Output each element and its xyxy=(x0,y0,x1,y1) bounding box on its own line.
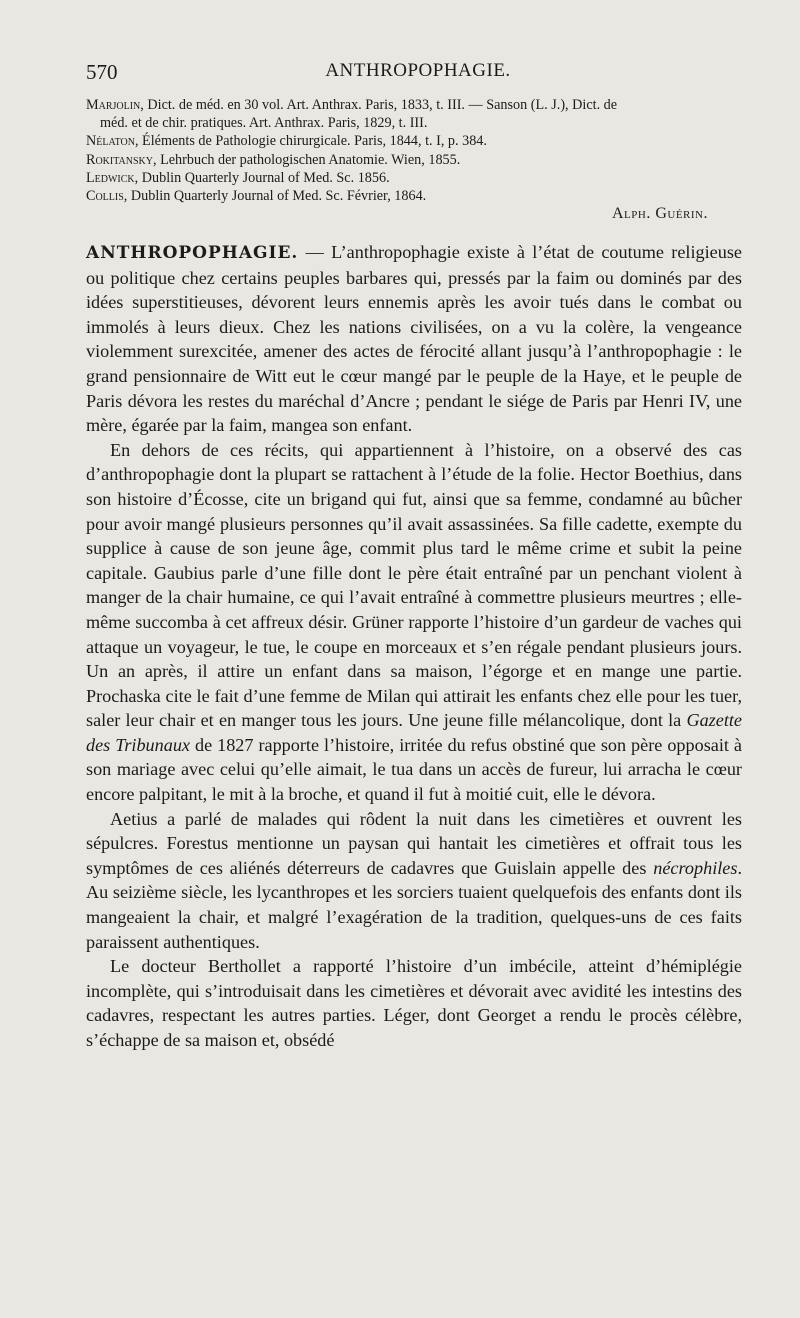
reference-text: Dublin Quarterly Journal of Med. Sc. 1856. xyxy=(138,169,390,186)
paragraph-text: En dehors de ces récits, qui appartiennent à l’histoire, on a observé des cas d’anthropophagie dont la plupart se rattachent à l’étude de la folie. Hector Boethius, dans son histoire d’Écosse, cite un brigand qui fut, ainsi que sa femme, condamné au bûcher pour avoir mangé plusieurs personnes qu’il avait assassinées. Sa fille cadette, exempte du supplice à cause de son jeune âge, commit plus tard le même crime et subit la peine capitale. Gaubius parle d’une fille dont le père était entraîné par un penchant violent à manger de la chair humaine, ce qui l’avait entraîné à commettre plusieurs meurtres ; elle-même succomba à cet affreux désir. Grüner rapporte l’histoire d’un gardeur de vaches qui attaque un voyageur, le tue, le coupe en morceaux et s’en régale pendant plusieurs jours. Un an après, il attire un enfant dans sa maison, l’égorge et en mange une partie. Prochaska cite le fait d’une femme de Milan qui attirait les enfants chez elle pour les tuer, saler leur chair et en manger tous les jours. Une jeune fille mélancolique, dont la xyxy=(86,439,742,731)
paragraph xyxy=(86,807,742,955)
running-title: ANTHROPOPHAGIE. xyxy=(325,60,511,81)
paragraph-text: de 1827 rapporte l’histoire, irritée du refus obstiné que son père opposait à son mariage avec celui qu’elle aimait, le tua dans un accès de fureur, lui arracha le cœur encore palpitant, le mit à la broche, et quand il fut à moitié cuit, elle le dévora. xyxy=(86,734,742,805)
reference-item xyxy=(86,96,758,114)
reference-item xyxy=(86,151,758,169)
reference-item xyxy=(86,187,758,205)
reference-text: Dublin Quarterly Journal of Med. Sc. Février, 1864. xyxy=(127,188,427,205)
page-number: 570 xyxy=(86,60,118,84)
reference-author: Collis, xyxy=(86,188,128,205)
paragraph xyxy=(86,240,742,438)
bibliography xyxy=(86,96,758,205)
italic-title: Gazette des Tribunaux xyxy=(86,710,742,755)
author-signature: Alph. Guérin. xyxy=(612,205,708,222)
reference-text: Lehrbuch der pathologischen Anatomie. Wien, 1855. xyxy=(156,151,461,168)
paragraph xyxy=(86,954,742,1052)
entry-heading: ANTHROPOPHAGIE. xyxy=(86,243,299,263)
reference-item xyxy=(86,132,758,150)
reference-item xyxy=(86,169,758,187)
reference-item xyxy=(86,114,758,132)
reference-author: Marjolin, xyxy=(86,97,144,113)
reference-author: Rokitansky, xyxy=(86,151,157,168)
reference-author: Nélaton, xyxy=(86,133,139,150)
reference-author: Ledwick, xyxy=(86,169,139,186)
article-body xyxy=(86,240,742,1053)
paragraph xyxy=(86,438,742,807)
paragraph-text: — L’anthropophagie existe à l’état de coutume religieuse ou politique chez certains peuples barbares qui, pressés par la faim ou dominés par des idées superstitieuses, dévorent leurs ennemis après les avoir tués dans le combat ou immolés à leurs dieux. Chez les nations civilisées, on a vu la colère, la vengeance violemment surexcitée, amener des actes de férocité allant jusqu’à l’anthropophagie : le grand pensionnaire de Witt eut le cœur mangé par le peuple de la Haye, et le peuple de Paris dévora les restes du maréchal d’Ancre ; pendant le siége de Paris par Henri IV, une mère, égarée par la faim, mangea son enfant. xyxy=(86,242,742,436)
reference-text: Éléments de Pathologie chirurgicale. Paris, 1844, t. I, p. 384. xyxy=(138,133,487,150)
paragraph-text: . Au seizième siècle, les lycanthropes et les sorciers tuaient quelquefois des enfants dont ils mangeaient la chair, et malgré l’exagération de la tradition, quelques-uns de ces faits paraissent authentiques. xyxy=(86,857,742,952)
reference-text: méd. et de chir. pratiques. Art. Anthrax. Paris, 1829, t. III. xyxy=(100,115,428,132)
page-header xyxy=(86,60,750,86)
paragraph-text: Le docteur Berthollet a rapporté l’histoire d’un imbécile, atteint d’hémiplégie incomplète, qui s’introduisait dans les cimetières et dévorait avec avidité les intestins des cadavres, respectant les autres parties. Léger, dont Georget a rendu le procès célèbre, s’échappe de sa maison et, obsédé xyxy=(86,956,742,1050)
italic-term: nécrophiles xyxy=(653,857,738,878)
reference-text: Dict. de méd. en 30 vol. Art. Anthrax. Paris, 1833, t. III. — Sanson (L. J.), Dict. de xyxy=(143,97,618,113)
paragraph-text: Aetius a parlé de malades qui rôdent la nuit dans les cimetières et ouvrent les sépulcres. Forestus mentionne un paysan qui hantait les cimetières et offrait tous les symptômes de ces aliénés déterreurs de cadavres que Guislain appelle des xyxy=(86,808,742,878)
